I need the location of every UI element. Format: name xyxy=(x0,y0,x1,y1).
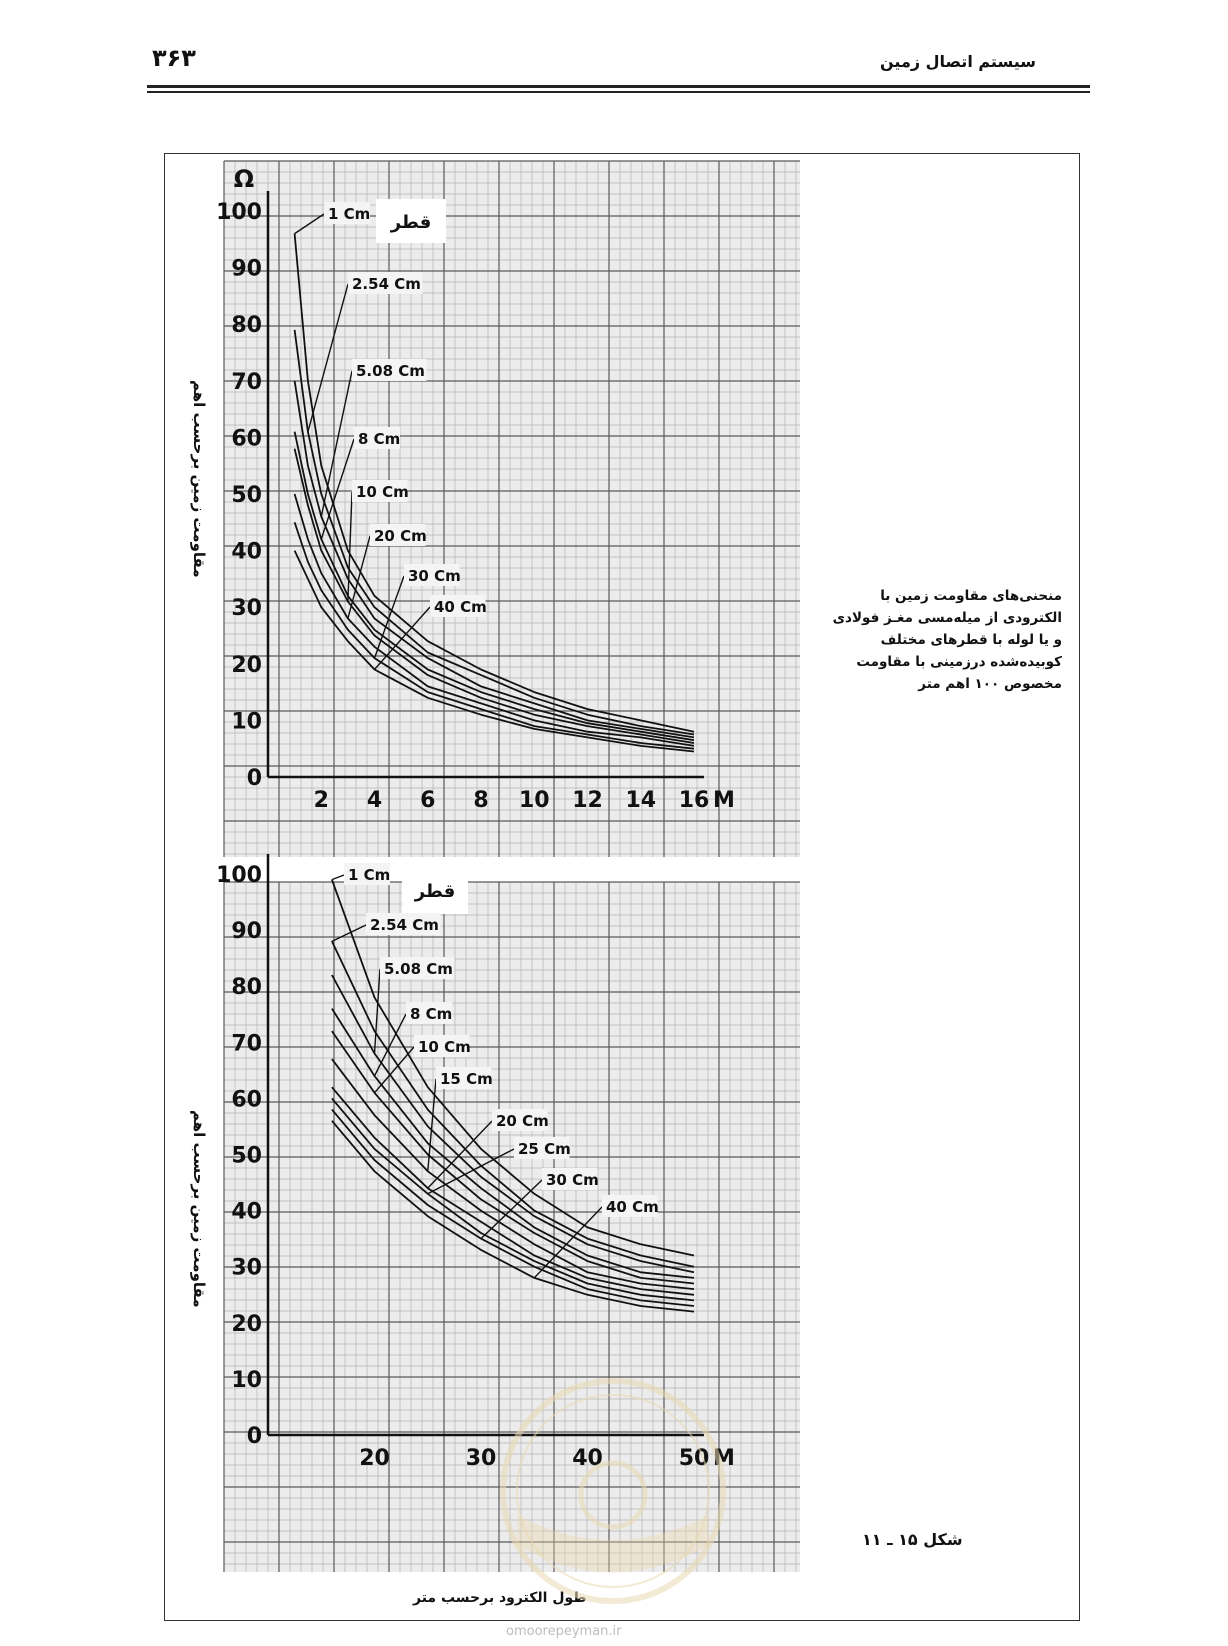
series-label: 10 Cm xyxy=(356,483,409,501)
y-tick-label: 10 xyxy=(231,1367,262,1393)
y-tick-label: 20 xyxy=(231,1311,262,1337)
y-tick-label: 90 xyxy=(231,919,262,945)
y-tick-label: 0 xyxy=(246,766,262,791)
figure-caption: منحنی‌های مقاومت زمین با الکترودی از میله‌مسی مغـز فولادی و یا لوله با قطرهای مختلف کوبیده‌شده درزمینی با مقاومت مخصوص ۱۰۰ اهم متر xyxy=(832,588,1062,692)
page-number: ۳۶۳ xyxy=(152,44,196,72)
y-unit-label: Ω xyxy=(233,165,255,193)
y-tick-label: 70 xyxy=(231,369,262,395)
x-tick-label: 12 xyxy=(572,788,603,813)
series-label: 20 Cm xyxy=(374,527,427,545)
x-tick-label: 16 xyxy=(678,788,710,813)
series-label: 5.08 Cm xyxy=(384,960,453,978)
x-unit-label: M xyxy=(713,788,735,813)
chart-top xyxy=(216,161,800,857)
header-rule-thick xyxy=(147,85,1090,88)
x-tick-label: 14 xyxy=(625,788,657,813)
x-tick-label: 4 xyxy=(366,788,383,813)
watermark-text: omoorepeyman.ir xyxy=(506,1624,622,1639)
y-tick-label: 30 xyxy=(231,1255,262,1281)
y-tick-label: 60 xyxy=(231,426,262,452)
series-label: 25 Cm xyxy=(518,1140,571,1158)
y-tick-label: 0 xyxy=(246,1424,262,1449)
y-tick-label: 30 xyxy=(231,596,262,622)
y-tick-label: 80 xyxy=(231,313,262,339)
series-label: 1 Cm xyxy=(348,866,391,884)
x-tick-label: 30 xyxy=(465,1446,497,1471)
watermark-seal xyxy=(497,1375,729,1607)
series-label: 15 Cm xyxy=(440,1070,493,1088)
series-label: 40 Cm xyxy=(606,1198,659,1216)
y-tick-label: 80 xyxy=(231,975,262,1001)
series-label: 8 Cm xyxy=(410,1005,453,1023)
series-label: 20 Cm xyxy=(496,1112,549,1130)
y-tick-label: 100 xyxy=(216,200,262,225)
plot-background xyxy=(224,161,800,857)
y-tick-label: 100 xyxy=(216,863,262,888)
y-tick-label: 50 xyxy=(231,1143,262,1169)
series-label: 8 Cm xyxy=(358,430,401,448)
series-label: 40 Cm xyxy=(434,598,487,616)
figure-number: شکل ۱۵ ـ ۱۱ xyxy=(862,1530,963,1549)
y-tick-label: 70 xyxy=(231,1031,262,1057)
x-tick-label: 8 xyxy=(473,788,489,813)
chart-top-ylabel: مقاومت زمین برحسب اهم xyxy=(190,380,208,578)
x-tick-label: 6 xyxy=(420,788,436,813)
y-tick-label: 60 xyxy=(231,1087,262,1113)
x-tick-label: 50 xyxy=(678,1446,710,1471)
legend-title: قطر xyxy=(390,212,432,233)
header-rule-thin xyxy=(147,91,1090,93)
y-tick-label: 40 xyxy=(231,1199,262,1225)
y-tick-label: 90 xyxy=(231,256,262,282)
series-label: 5.08 Cm xyxy=(356,362,425,380)
y-tick-label: 20 xyxy=(231,652,262,678)
chapter-title: سیستم اتصال زمین xyxy=(880,52,1036,71)
x-tick-label: 10 xyxy=(518,788,550,813)
series-label: 2.54 Cm xyxy=(370,916,439,934)
y-tick-label: 40 xyxy=(231,539,262,565)
x-tick-label: 40 xyxy=(572,1446,603,1471)
series-label: 2.54 Cm xyxy=(352,275,421,293)
x-tick-label: 2 xyxy=(313,788,329,813)
legend-title: قطر xyxy=(414,881,456,902)
series-label: 10 Cm xyxy=(418,1038,471,1056)
series-label: 30 Cm xyxy=(408,567,461,585)
y-tick-label: 10 xyxy=(231,709,262,735)
chart-bottom-ylabel: مقاومت زمین برحسب اهم xyxy=(190,1110,208,1308)
x-tick-label: 20 xyxy=(359,1446,390,1471)
series-label: 30 Cm xyxy=(546,1171,599,1189)
x-axis-label: طول الکترود برحسب متر xyxy=(413,1590,587,1606)
x-unit-label: M xyxy=(713,1446,735,1471)
series-label: 1 Cm xyxy=(328,205,371,223)
y-tick-label: 50 xyxy=(231,483,262,508)
